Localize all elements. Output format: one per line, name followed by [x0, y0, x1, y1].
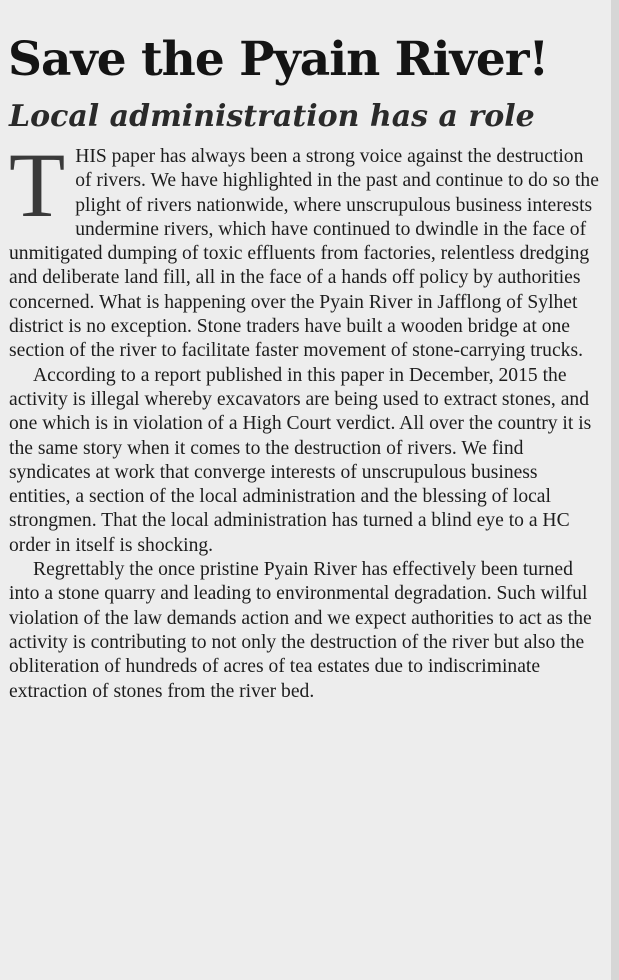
headline: Save the Pyain River!: [8, 32, 549, 87]
paragraph-2: According to a report published in this paper in December, 2015 the activity is illegal whereby excavators are being used to extract stones, and one which is in violation of a High Court verdict. All over the country it is the same story when it comes to the destruction of rivers. We find syndicates at work that converge interests of unscrupulous business entities, a section of the local administration and the blessing of local strongmen. That the local administration has turned a blind eye to a HC order in itself is shocking.: [9, 364, 592, 556]
page-edge-shadow: [611, 0, 619, 980]
paragraph-1: [9, 134, 599, 364]
paragraph-3: Regrettably the once pristine Pyain River has effectively been turned into a stone quarry and leading to environmental degradation. Such wilful violation of the law demands action and we expect authorities to act as the activity is contributing to not only the destruction of the river but also the obliteration of hundreds of acres of tea estates due to indiscriminate extraction of stones from the river bed.: [9, 559, 592, 702]
article-body: [9, 134, 599, 704]
subheadline: Local administration has a role: [9, 99, 535, 134]
drop-cap: T: [9, 134, 66, 236]
paragraph-1-text: HIS paper has always been a strong voice against the destruction of rivers. We have highlighted in the past and continue to do so the plight of rivers nationwide, where unscrupulous business interests undermine rivers, which have continued to dwindle in the face of unmitigated dumping of toxic effluents from factories, relentless dredging and deliberate land fill, all in the face of a hands off policy by authorities concerned. What is happening over the Pyain River in Jafflong of Sylhet district is no exception. Stone traders have built a wooden bridge at one section of the river to facilitate faster movement of stone-carrying trucks.: [9, 146, 599, 362]
